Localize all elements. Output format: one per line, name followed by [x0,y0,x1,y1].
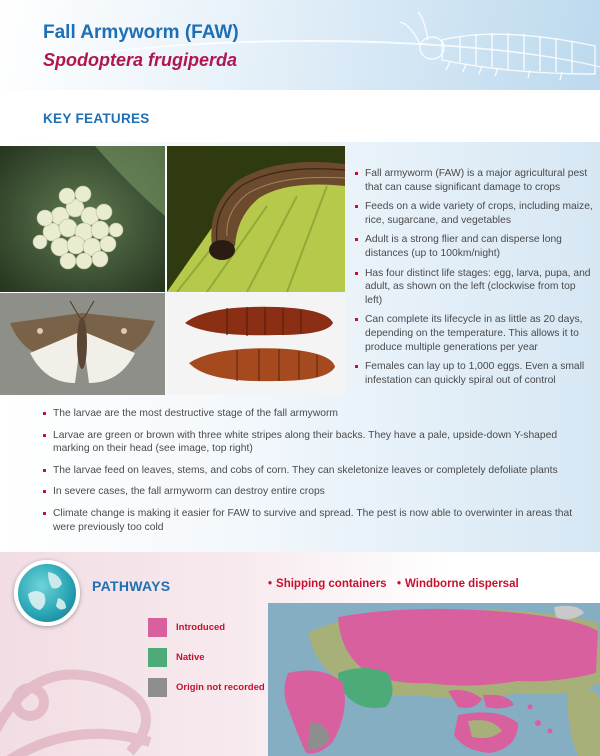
bullet-icon: • [397,578,402,590]
pathway-label: Shipping containers [276,578,387,590]
list-item: Can complete its lifecycle in as little as 20 days, depending on the temperature. This allows it to produce multiple generations per year [355,313,593,354]
scientific-name: Spodoptera frugiperda [43,50,238,70]
pathway-shipping [268,578,387,590]
globe-icon [14,560,80,626]
list-item: Larvae are green or brown with three white stripes along their backs. They have a pale, upside-down Y-shaped marking on their head (see image, top right) [43,429,583,456]
list-item: Has four distinct life stages: egg, larva, pupa, and adult, as shown on the left (clockwise from top left) [355,267,593,308]
list-item: In severe cases, the fall armyworm can destroy entire crops [43,485,583,499]
legend-item-native [148,647,265,667]
legend-label: Introduced [176,621,226,633]
legend-label: Native [176,651,205,663]
legend-label: Origin not recorded [176,681,265,693]
list-item: Feeds on a wide variety of crops, including maize, rice, sugarcane, and vegetables [355,200,593,227]
pathways-heading: PATHWAYS [92,578,171,594]
larva-sketch-icon [380,4,600,84]
list-item: Adult is a strong flier and can disperse long distances (up to 100km/night) [355,233,593,260]
distribution-map [268,603,600,756]
key-features-side-list [355,167,593,393]
key-features-full-list [43,407,583,542]
legend-swatch [148,618,167,637]
egg-mass-photo [0,146,165,292]
legend-item-not-recorded [148,677,265,697]
list-item: Females can lay up to 1,000 eggs. Even a small infestation can quickly spiral out of control [355,360,593,387]
list-item: The larvae are the most destructive stage of the fall armyworm [43,407,583,421]
list-item: Climate change is making it easier for FAW to survive and spread. The pest is now able to overwinter in areas that were previously too cold [43,507,583,534]
header-banner [0,0,600,90]
legend-item-introduced [148,617,265,637]
page-title: Fall Armyworm (FAW) [43,22,239,43]
pupa-photo [167,293,345,395]
larva-photo [167,146,345,292]
legend-swatch [148,678,167,697]
pathway-windborne [397,578,519,590]
legend-swatch [148,648,167,667]
list-item: Fall armyworm (FAW) is a major agricultural pest that can cause significant damage to crops [355,167,593,194]
bullet-icon: • [268,578,273,590]
list-item: The larvae feed on leaves, stems, and cobs of corn. They can skeletonize leaves or completely defoliate plants [43,464,583,478]
adult-moth-photo [0,293,165,395]
map-legend [148,617,265,707]
key-features-heading: KEY FEATURES [43,111,150,126]
pathway-label: Windborne dispersal [405,578,519,590]
